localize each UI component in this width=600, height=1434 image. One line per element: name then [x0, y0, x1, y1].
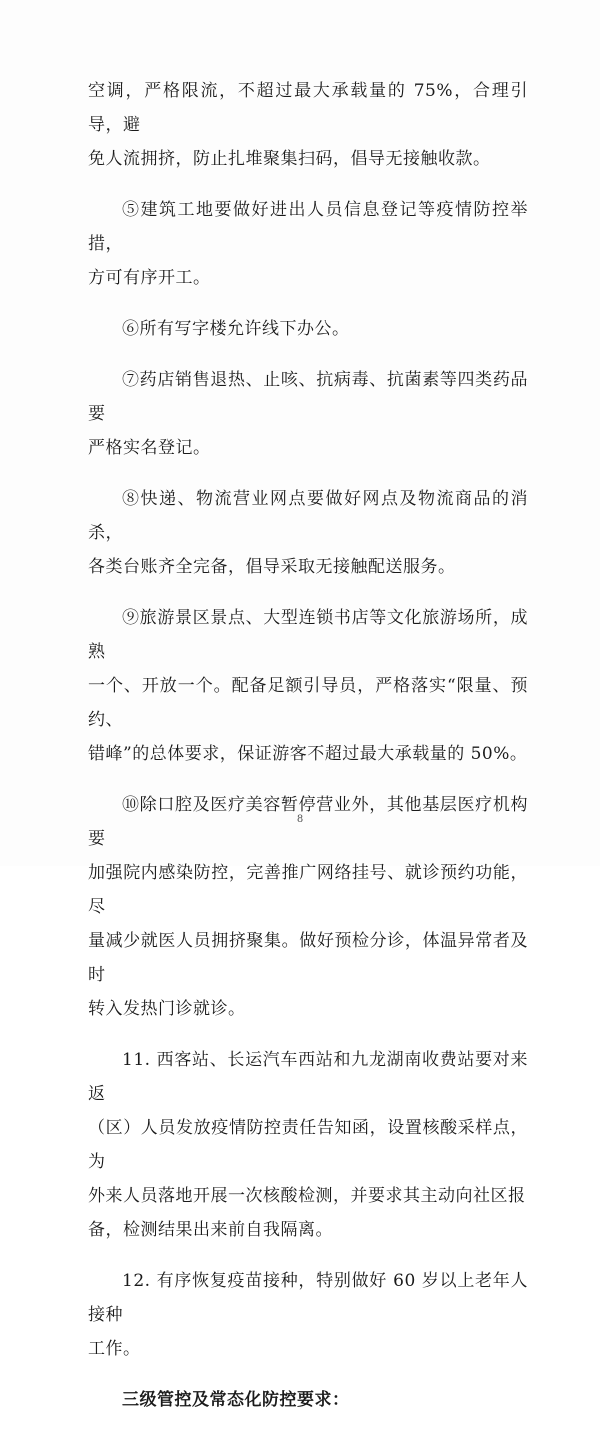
- page-number: 8: [296, 814, 304, 825]
- paragraph-line: ⑤建筑工地要做好进出人员信息登记等疫情防控举措，: [88, 200, 528, 254]
- paragraph-line: 一个、开放一个。配备足额引导员，严格落实“限量、预约、: [88, 676, 528, 730]
- paragraph-line: 11. 西客站、长运汽车西站和九龙湖南收费站要对来返: [88, 1050, 528, 1104]
- paragraph-6: [88, 601, 528, 771]
- paragraph-line: 12. 有序恢复疫苗接种，特别做好 60 岁以上老年人接种: [88, 1271, 528, 1325]
- paragraph-line: 免人流拥挤，防止扎堆聚集扫码，倡导无接触收款。: [88, 149, 491, 169]
- paragraph-line: 严格实名登记。: [88, 438, 211, 458]
- paragraph-line: ⑧快递、物流营业网点要做好网点及物流商品的消杀，: [88, 489, 528, 543]
- paragraph-line: 方可有序开工。: [88, 268, 211, 288]
- document-body: [88, 74, 528, 1434]
- paragraph-1: [88, 74, 528, 176]
- paragraph-line: 量减少就医人员拥挤聚集。做好预检分诊，体温异常者及时: [88, 931, 528, 985]
- paragraph-line: （区）人员发放疫情防控责任告知函，设置核酸采样点，为: [88, 1118, 528, 1172]
- paragraph-line: 空调，严格限流，不超过最大承载量的 75%，合理引导，避: [88, 81, 528, 135]
- paragraph-8: [88, 1043, 528, 1247]
- paragraph-line: 外来人员落地开展一次核酸检测，并要求其主动向社区报: [88, 1186, 526, 1206]
- paragraph-line: 工作。: [88, 1339, 141, 1359]
- paragraph-line: 各类台账齐全完备，倡导采取无接触配送服务。: [88, 557, 456, 577]
- paragraph-line: ⑩除口腔及医疗美容暂停营业外，其他基层医疗机构要: [88, 795, 528, 849]
- paragraph-line: 转入发热门诊就诊。: [88, 999, 246, 1019]
- paragraph-5: [88, 482, 528, 584]
- paragraph-line: 加强院内感染防控，完善推广网络挂号、就诊预约功能，尽: [88, 863, 528, 917]
- paragraph-line: 备，检测结果出来前自我隔离。: [88, 1220, 333, 1240]
- section-heading: 三级管控及常态化防控要求：: [122, 1390, 350, 1410]
- paragraph-line: 错峰”的总体要求，保证游客不超过最大承载量的 50%。: [88, 744, 528, 764]
- paragraph-line: ⑦药店销售退热、止咳、抗病毒、抗菌素等四类药品要: [88, 370, 528, 424]
- paragraph-4: [88, 363, 528, 465]
- paragraph-2: [88, 193, 528, 295]
- paragraph-3: [88, 312, 528, 346]
- paragraph-9: [88, 1264, 528, 1366]
- paragraph-line: ⑨旅游景区景点、大型连锁书店等文化旅游场所，成熟: [88, 608, 528, 662]
- paragraph-line: ⑥所有写字楼允许线下办公。: [122, 319, 350, 339]
